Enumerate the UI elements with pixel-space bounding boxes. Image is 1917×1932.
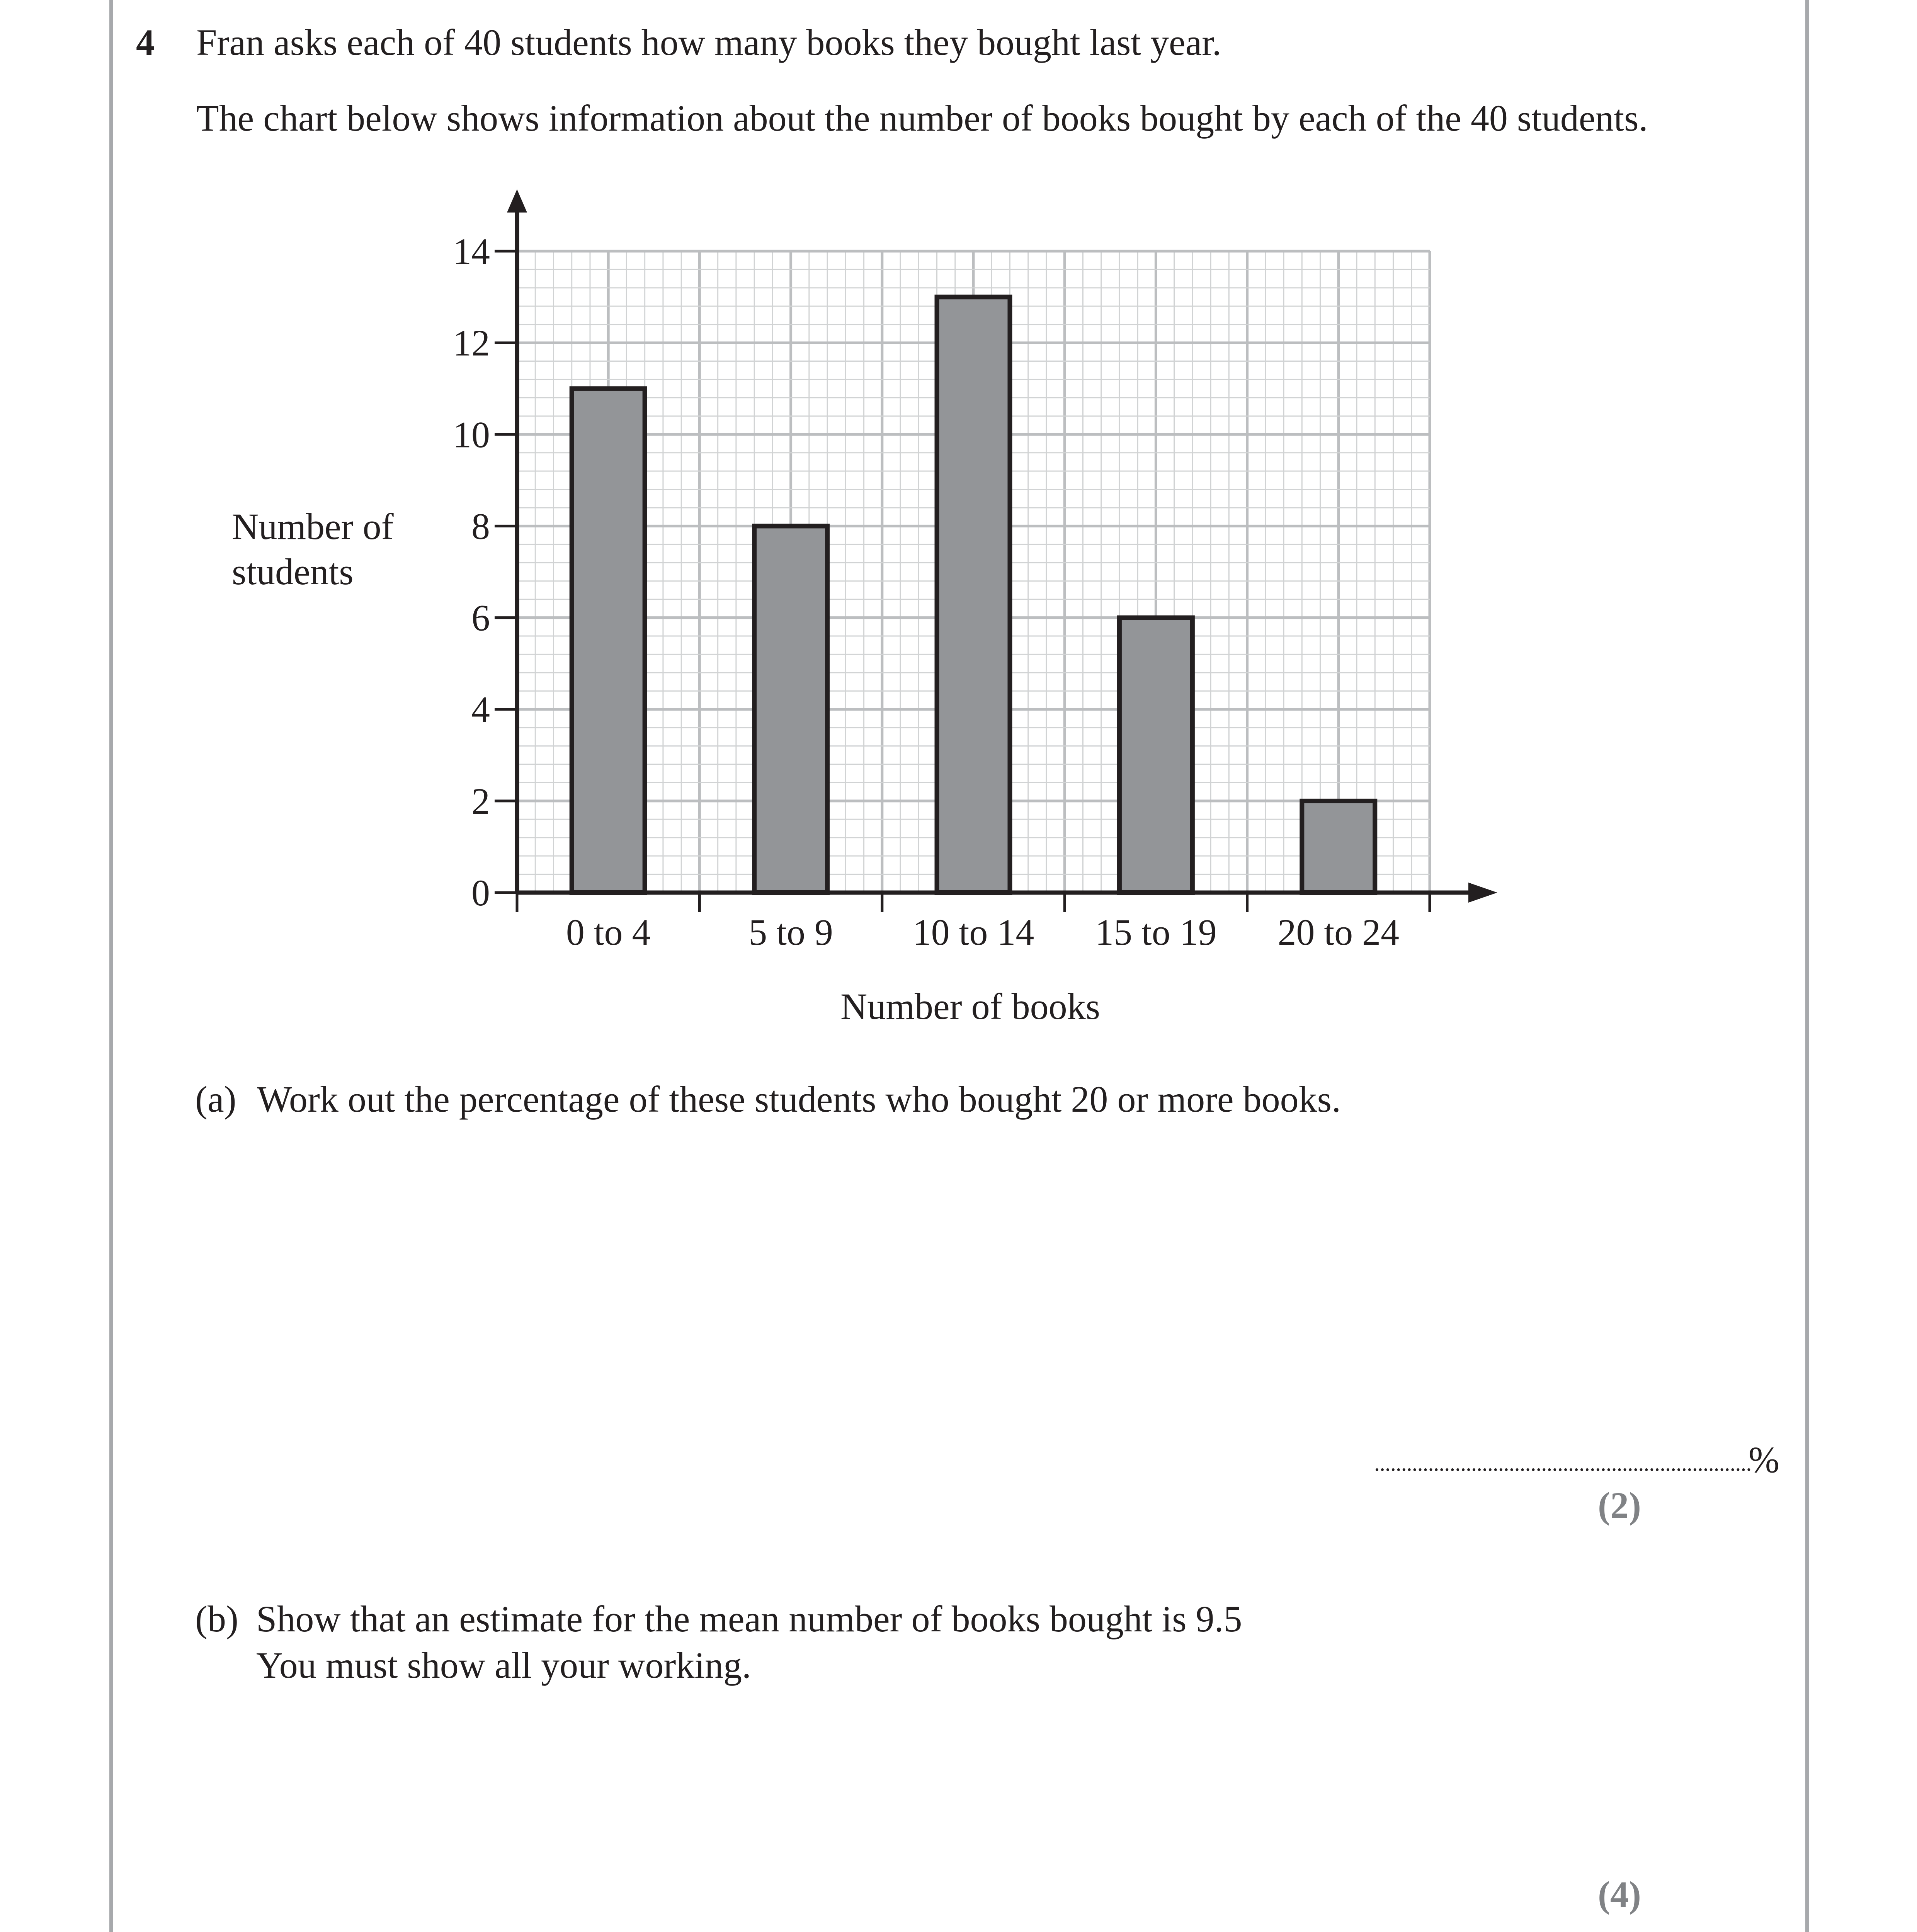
part-b-line-1: Show that an estimate for the mean number of books bought is 9.5 — [256, 1598, 1242, 1639]
part-a-percent-unit: % — [1749, 1439, 1779, 1480]
part-a-text: Work out the percentage of these students who bought 20 or more books. — [257, 1078, 1341, 1120]
y-tick-label: 4 — [471, 689, 490, 730]
part-b-marks: (4) — [1598, 1874, 1641, 1915]
y-tick-label: 6 — [471, 597, 490, 639]
question-description: The chart below shows information about the number of books bought by each of the 40 students. — [196, 97, 1648, 139]
bar-0-to-4 — [572, 389, 645, 893]
y-axis-arrowhead — [507, 189, 527, 213]
y-tick-label: 10 — [453, 414, 490, 456]
y-tick-label: 12 — [453, 322, 490, 364]
x-tick-label: 5 to 9 — [748, 912, 833, 953]
part-a-label: (a) — [195, 1078, 236, 1120]
y-tick-label: 0 — [471, 872, 490, 913]
bar-20-to-24 — [1302, 801, 1375, 893]
x-tick-label: 10 to 14 — [912, 912, 1034, 953]
y-tick-label: 2 — [471, 780, 490, 822]
bar-5-to-9 — [754, 526, 827, 893]
x-tick-label: 15 to 19 — [1095, 912, 1217, 953]
part-b-label: (b) — [195, 1598, 238, 1639]
question-number: 4 — [136, 22, 155, 63]
x-tick-label: 20 to 24 — [1277, 912, 1400, 953]
bar-10-to-14 — [937, 297, 1010, 893]
y-tick-label: 14 — [453, 231, 490, 272]
x-tick-labels — [566, 912, 1399, 953]
bar-15-to-19 — [1119, 618, 1192, 893]
y-tick-labels — [453, 231, 490, 913]
x-tick-label: 0 to 4 — [566, 912, 651, 953]
part-b-line-2: You must show all your working. — [256, 1645, 751, 1686]
chart-bars — [572, 297, 1375, 893]
y-axis-label-line-2: students — [232, 551, 354, 592]
part-a-marks: (2) — [1598, 1485, 1641, 1526]
x-axis-arrowhead — [1468, 883, 1497, 903]
x-axis-label: Number of books — [840, 986, 1100, 1027]
question-intro: Fran asks each of 40 students how many books they bought last year. — [196, 22, 1221, 63]
y-tick-label: 8 — [471, 505, 490, 547]
part-a-answer-line[interactable] — [1376, 1468, 1750, 1471]
y-axis-label-line-1: Number of — [232, 506, 394, 547]
